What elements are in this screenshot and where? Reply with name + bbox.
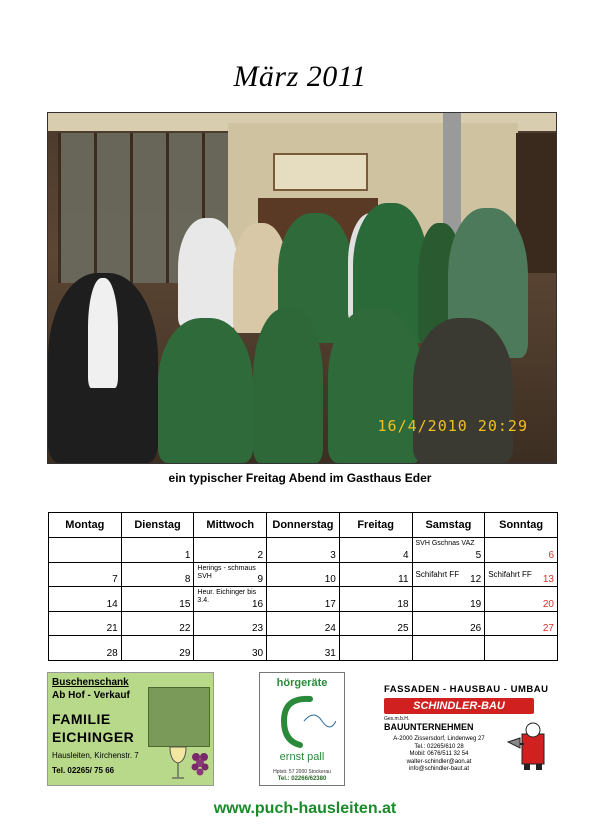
ad-schindler-subline: BAUUNTERNEHMEN [384,722,474,732]
photo-timestamp: 16/4/2010 20:29 [377,417,528,435]
weekday-header: Donnerstag [267,513,340,538]
ad-eichinger-phone: Tel. 02265/ 75 66 [52,766,115,775]
calendar-day-cell [412,538,485,563]
ad-schindler-logo: SCHINDLER-BAU [384,698,534,714]
calendar-day-cell [485,538,558,563]
day-number: 15 [179,598,191,610]
builder-mascot-icon [506,720,554,772]
day-number: 12 [470,574,482,586]
event-note: Schifahrt FF [415,569,460,579]
calendar-day-cell [267,587,340,612]
day-number: 7 [112,574,118,586]
ad-schindler-email: info@schindler-baut.at [408,766,470,772]
day-number: 11 [398,574,409,586]
calendar-day-cell [194,538,267,563]
calendar-day-cell [339,587,412,612]
ad-schindler-contact [384,736,494,774]
event-note: Heur. Eichinger bis 3.4. [197,589,257,605]
day-number: 26 [470,623,482,635]
calendar-table [48,512,558,661]
event-note: Schifahrt FF [488,569,532,579]
ad-schindler-address: A-2000 Zissersdorf, Lindenweg 27 [393,736,485,742]
calendar-day-cell [194,636,267,661]
ad-pall-phone: Tel.: 02266/62380 [277,776,327,782]
grapes-icon [190,749,212,779]
calendar-day-cell [412,636,485,661]
ad-pall [259,672,345,786]
day-number: 10 [324,574,336,586]
person [328,308,423,463]
calendar-day-cell [485,611,558,636]
event-note: SVH Gschnas VAZ [415,540,475,547]
calendar-day-cell [194,587,267,612]
ad-schindler-legal: Ges.m.b.H. [384,716,410,722]
calendar-week-row [49,611,558,636]
day-number: 25 [397,623,409,635]
calendar-day-cell [49,587,122,612]
calendar-day-cell [49,636,122,661]
ad-schindler [378,680,558,780]
ad-schindler-tel: Tel.: 02265/610 28 [414,743,464,750]
weekday-header: Sonntag [485,513,558,538]
day-number: 2 [257,549,264,561]
calendar-day-cell [267,636,340,661]
person [88,278,118,388]
calendar-day-cell [412,562,485,587]
weekday-header: Freitag [339,513,412,538]
day-number: 6 [548,549,554,561]
calendar-day-cell [339,538,412,563]
weekday-header: Dienstag [121,513,194,538]
day-number: 30 [251,647,264,659]
day-number: 31 [324,647,336,659]
calendar-day-cell [49,562,122,587]
person [413,318,513,463]
day-number: 3 [330,549,336,561]
weekday-header: Mittwoch [194,513,267,538]
ad-schindler-headline: FASSADEN - HAUSBAU - UMBAU [384,684,549,695]
calendar-week-row [49,562,558,587]
day-number: 23 [251,623,264,635]
group-photo [47,112,557,464]
day-number: 24 [324,623,336,635]
calendar-day-cell [267,611,340,636]
calendar-day-cell [412,587,485,612]
ad-pall-brand: hörgeräte [276,677,328,689]
day-number: 22 [179,623,191,635]
calendar-day-cell [267,562,340,587]
person [178,218,238,328]
calendar-day-cell [49,611,122,636]
calendar-day-cell [485,562,558,587]
weekday-header: Montag [49,513,122,538]
day-number: 19 [470,598,482,610]
day-number: 17 [324,598,336,610]
day-number: 4 [402,549,409,561]
calendar-day-cell [339,636,412,661]
ad-eichinger-address: Hausleiten, Kirchenstr. 7 [52,751,139,760]
calendar-day-cell [194,562,267,587]
day-number: 29 [179,647,191,659]
ad-eichinger-line: EICHINGER [52,729,135,745]
day-number: 27 [542,623,554,635]
calendar-day-cell [485,636,558,661]
day-number: 13 [542,574,554,586]
ear-logo-icon [270,693,336,751]
calendar-day-cell [339,562,412,587]
weekday-header: Samstag [412,513,485,538]
ad-eichinger-line: Ab Hof - Verkauf [52,690,130,701]
calendar-day-cell [121,636,194,661]
person [158,318,253,463]
person [253,308,323,463]
ad-schindler-mobil: Mobil: 0676/511 32 54 [409,751,469,757]
photo-wall-sign [273,153,368,191]
day-number: 16 [251,598,264,610]
website-url[interactable]: www.puch-hausleiten.at [213,800,397,817]
day-number: 21 [106,623,118,635]
ad-eichinger [47,672,214,786]
calendar-day-cell [121,587,194,612]
calendar-day-cell [121,562,194,587]
day-number: 18 [397,598,409,610]
day-number: 20 [542,598,554,610]
day-number: 8 [184,574,191,586]
calendar-day-cell [267,538,340,563]
ad-schindler-email: walter-schindler@aon.at [406,758,472,765]
calendar-day-cell [49,538,122,563]
calendar-day-cell [339,611,412,636]
wine-glass-icon [166,745,190,781]
calendar-day-cell [121,611,194,636]
calendar-week-row [49,538,558,563]
ad-eichinger-line: Buschenschank [52,677,129,688]
calendar-week-row [49,636,558,661]
photo-caption: ein typischer Freitag Abend im Gasthaus Eder [168,471,432,485]
calendar-day-cell [121,538,194,563]
day-number: 28 [106,647,118,659]
farmhouse-illustration [148,687,210,747]
calendar-day-cell [485,587,558,612]
ad-pall-name: ernst pall [279,751,325,763]
day-number: 1 [184,549,191,561]
calendar-day-cell [412,611,485,636]
ad-pall-address: Hptstr. 57 2000 Stockerau [273,769,331,775]
calendar-week-row [49,587,558,612]
calendar-day-cell [194,611,267,636]
weekday-header-row [49,513,558,538]
day-number: 5 [475,549,482,561]
event-note: Herings - schmaus SVH [197,564,256,580]
day-number: 14 [106,598,118,610]
day-number: 9 [257,574,264,586]
calendar-title: März 2011 [233,60,367,93]
ad-eichinger-line: FAMILIE [52,711,111,727]
